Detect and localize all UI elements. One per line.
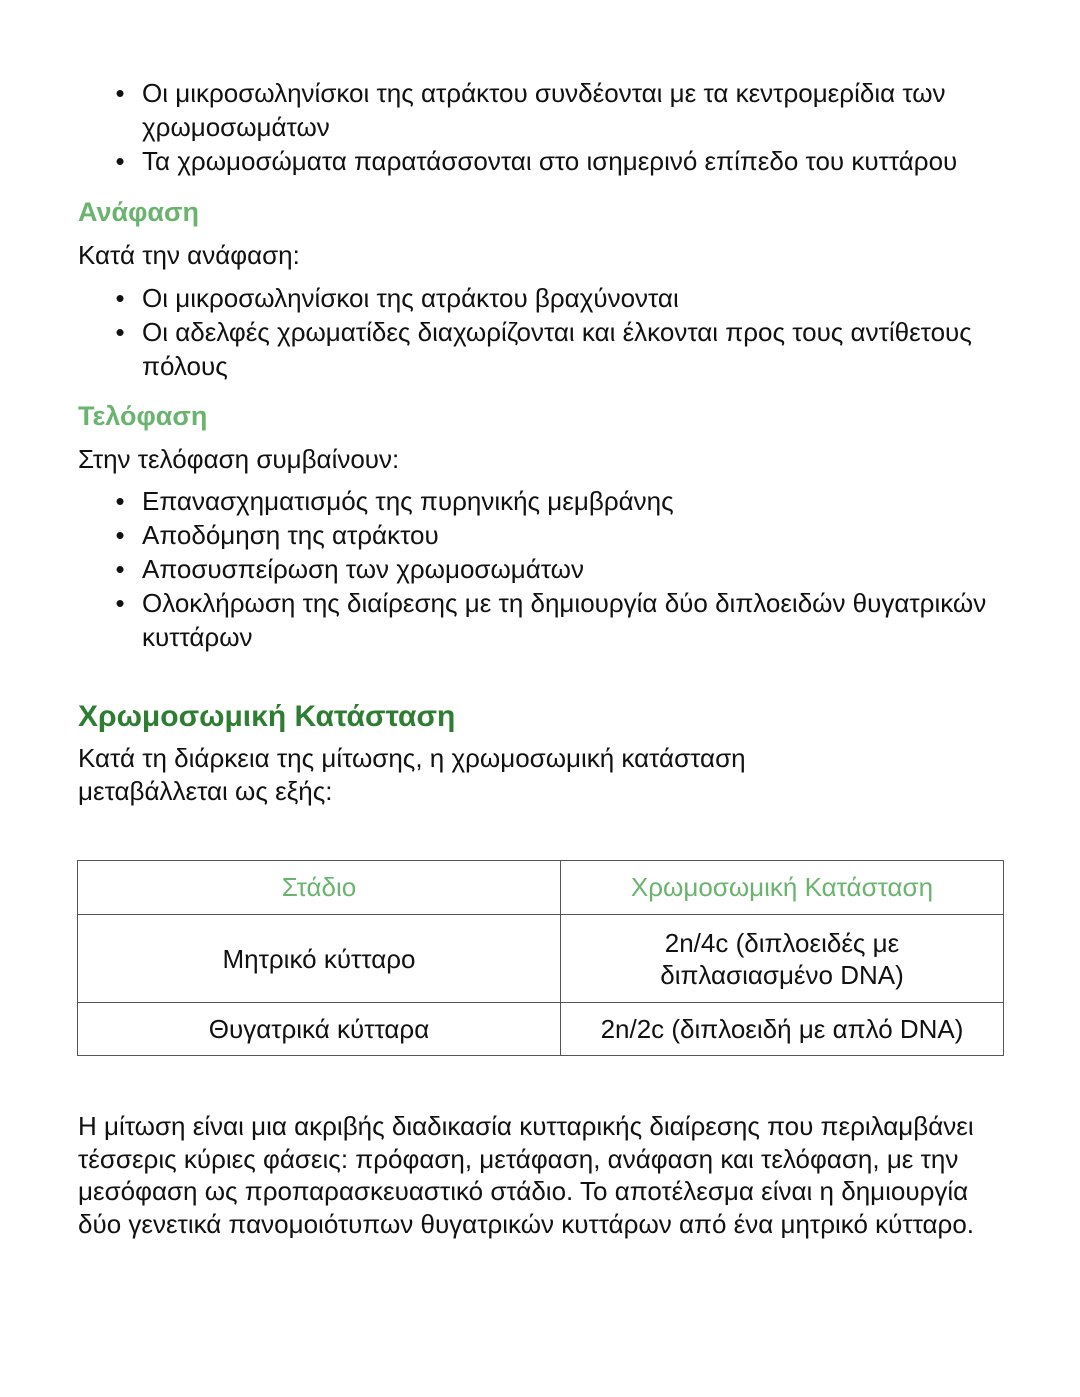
telophase-bullet-list	[78, 484, 1008, 654]
table-cell-stage: Θυγατρικά κύτταρα	[78, 1003, 561, 1056]
table-row	[78, 915, 1004, 1003]
document-page	[78, 72, 1008, 1240]
list-item: • Αποδόμηση της ατράκτου	[110, 518, 1008, 552]
list-item: • Τα χρωμοσώματα παρατάσσονται στο ισημερινό επίπεδο του κυττάρου	[110, 144, 1008, 178]
list-item: • Οι αδελφές χρωματίδες διαχωρίζονται και έλκονται προς τους αντίθετους πόλους	[110, 315, 1008, 383]
chromosomal-state-intro: Κατά τη διάρκεια της μίτωσης, η χρωμοσωμική κατάσταση μεταβάλλεται ως εξής:	[78, 743, 746, 806]
bullet-icon: •	[115, 316, 125, 347]
table-cell-stage: Μητρικό κύτταρο	[78, 915, 561, 1003]
anaphase-bullet-list	[78, 281, 1008, 383]
column-header-chromosomal-state: Χρωμοσωμική Κατάσταση	[561, 861, 1004, 915]
telophase-heading: Τελόφαση	[78, 400, 208, 431]
bullet-icon: •	[115, 554, 125, 584]
list-item: • Επανασχηματισμός της πυρηνικής μεμβράνης	[110, 484, 1008, 518]
bullet-icon: •	[115, 588, 125, 618]
bullet-icon: •	[115, 282, 125, 313]
conclusion-paragraph: Η μίτωση είναι μια ακριβής διαδικασία κυτταρικής διαίρεσης που περιλαμβάνει τέσσερις κύριες φάσεις: πρόφαση, μετάφαση, ανάφαση και τελόφαση, με την μεσόφαση ως προπαρασκευαστικό στάδιο. Το αποτέλεσμα είναι η δημιουργία δύο γενετικά πανομοιότυπων θυγατρικών κυττάρων από ένα μητρικό κύτταρο.	[78, 1111, 975, 1239]
anaphase-intro: Κατά την ανάφαση:	[78, 240, 300, 270]
metaphase-bullet-list	[78, 76, 1008, 178]
column-header-stage: Στάδιο	[78, 861, 561, 915]
list-item: • Οι μικροσωληνίσκοι της ατράκτου βραχύνονται	[110, 281, 1008, 315]
table-row	[78, 1003, 1004, 1056]
bullet-icon: •	[115, 520, 125, 550]
list-item: • Αποσυσπείρωση των χρωμοσωμάτων	[110, 552, 1008, 586]
telophase-intro: Στην τελόφαση συμβαίνουν:	[78, 443, 400, 474]
list-item: • Ολοκλήρωση της διαίρεσης με τη δημιουργία δύο διπλοειδών θυγατρικών κυττάρων	[110, 586, 1008, 654]
table-cell-state: 2n/2c (διπλοειδή με απλό DNA)	[561, 1003, 1004, 1056]
chromosomal-state-heading: Χρωμοσωμική Κατάσταση	[78, 700, 456, 733]
bullet-icon: •	[115, 146, 125, 176]
bullet-icon: •	[115, 486, 125, 516]
table-cell-state: 2n/4c (διπλοειδές με διπλασιασμένο DNA)	[561, 915, 1004, 1003]
list-item: • Οι μικροσωληνίσκοι της ατράκτου συνδέονται με τα κεντρομερίδια των χρωμοσωμάτων	[110, 76, 1008, 144]
bullet-icon: •	[115, 78, 125, 108]
anaphase-heading: Ανάφαση	[78, 197, 199, 227]
table-header-row	[78, 861, 1004, 915]
chromosomal-state-table	[77, 860, 1004, 1056]
